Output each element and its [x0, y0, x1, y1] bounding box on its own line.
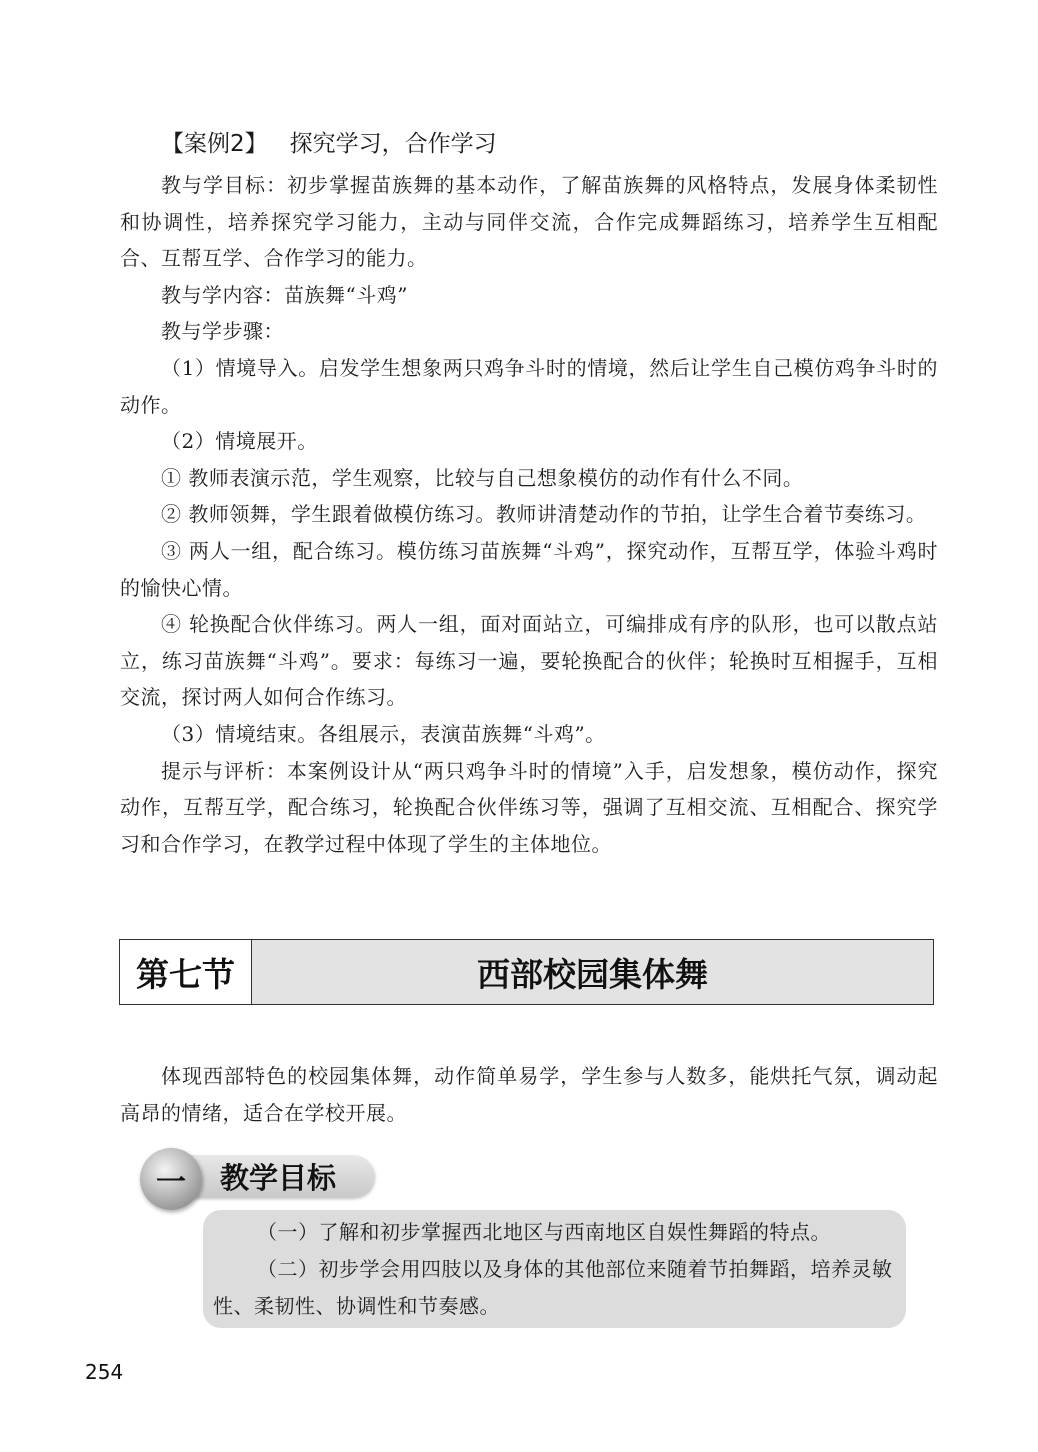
paragraph-step-1: （1）情境导入。启发学生想象两只鸡争斗时的情境，然后让学生自己模仿鸡争斗时的动作。: [120, 355, 938, 417]
objective-item: （二）初步学会用四肢以及身体的其他部位来随着节拍舞蹈，培养灵敏性、柔韧性、协调性和节奏感。: [213, 1257, 893, 1318]
paragraph-step-3: （3）情境结束。各组展示，表演苗族舞“斗鸡”。: [161, 721, 606, 746]
section-number: 第七节: [120, 940, 252, 1004]
intro-paragraph: 体现西部特色的校园集体舞，动作简单易学，学生参与人数多，能烘托气氛，调动起高昂的情绪，适合在学校开展。: [120, 1064, 938, 1125]
subheading-number: 一: [140, 1148, 202, 1210]
objectives-box: [203, 1210, 906, 1328]
paragraph-substep-2: ② 教师领舞，学生跟着做模仿练习。教师讲清楚动作的节拍，让学生合着节奏练习。: [161, 502, 927, 527]
paragraph-comment: 提示与评析：本案例设计从“两只鸡争斗时的情境”入手，启发想象，模仿动作，探究动作，互帮互学，配合练习，轮换配合伙伴练习等，强调了互相交流、互相配合、探究学习和合作学习，在教学过程中体现了学生的主体地位。: [120, 758, 938, 856]
subheading: [140, 1148, 376, 1204]
paragraph-steps: 教与学步骤：: [161, 319, 284, 344]
section-intro: [120, 1058, 938, 1131]
case-label: 【案例2】: [161, 131, 268, 157]
section-heading: [119, 939, 934, 1005]
subheading-title: 教学目标: [220, 1161, 337, 1195]
page-number: 254: [85, 1360, 124, 1384]
paragraph-substep-3: ③ 两人一组，配合练习。模仿练习苗族舞“斗鸡”，探究动作，互帮互学，体验斗鸡时的愉快心情。: [120, 538, 938, 600]
objective-item: （一）了解和初步掌握西北地区与西南地区自娱性舞蹈的特点。: [257, 1220, 831, 1244]
paragraph-content: 教与学内容：苗族舞“斗鸡”: [161, 282, 408, 307]
paragraph-goal: 教与学目标：初步掌握苗族舞的基本动作，了解苗族舞的风格特点，发展身体柔韧性和协调性，培养探究学习能力，主动与同伴交流，合作完成舞蹈练习，培养学生互相配合、互帮互学、合作学习的能力。: [120, 173, 938, 271]
section-title: 西部校园集体舞: [252, 940, 933, 1004]
case-title: 探究学习，合作学习: [289, 131, 497, 157]
paragraph-substep-4: ④ 轮换配合伙伴练习。两人一组，面对面站立，可编排成有序的队形，也可以散点站立，练习苗族舞“斗鸡”。要求：每练习一遍，要轮换配合的伙伴；轮换时互相握手，互相交流，探讨两人如何合作练习。: [120, 612, 938, 710]
paragraph-step-2: （2）情境展开。: [161, 429, 318, 454]
paragraph-substep-1: ① 教师表演示范，学生观察，比较与自己想象模仿的动作有什么不同。: [161, 465, 804, 490]
case-body: [120, 167, 938, 862]
case-heading: [161, 128, 497, 160]
